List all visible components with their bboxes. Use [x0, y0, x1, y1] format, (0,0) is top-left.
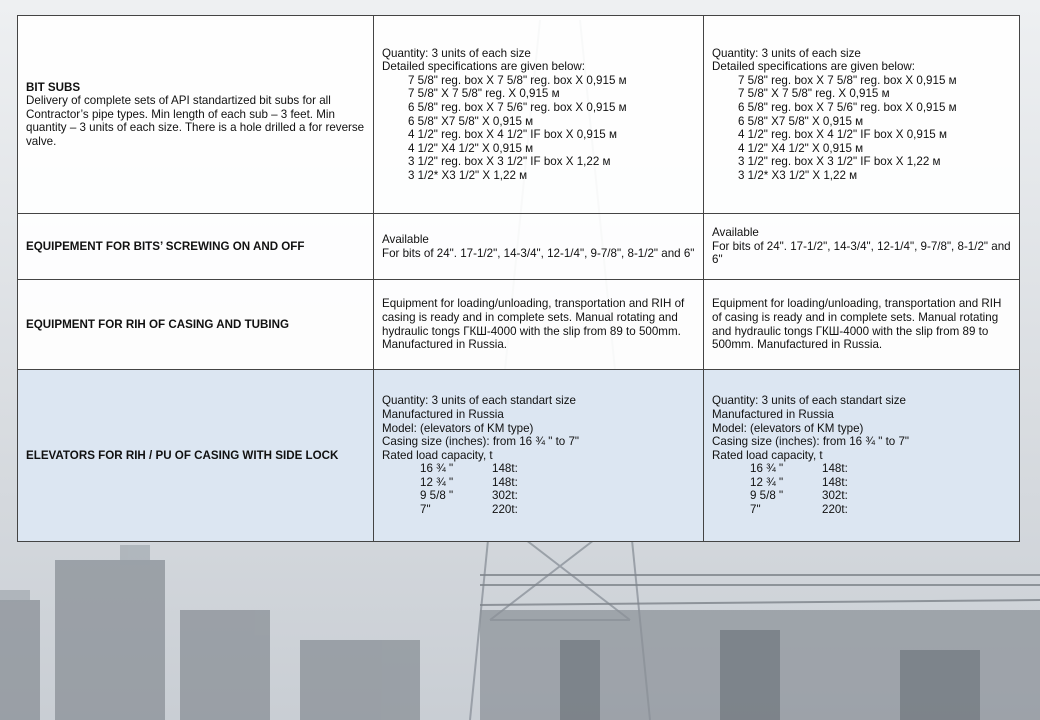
- row-label-rih-casing: EQUIPMENT FOR RIH OF CASING AND TUBING: [18, 280, 374, 370]
- row-title: BIT SUBS: [26, 80, 81, 94]
- capacity-row: [382, 503, 695, 517]
- model-text: Model: (elevators of KM type): [712, 421, 864, 435]
- quantity-text: Quantity: 3 units of each size: [382, 46, 531, 60]
- load-value: 148t:: [492, 462, 518, 476]
- load-value: 302t:: [822, 489, 848, 503]
- load-value: 148t:: [492, 475, 518, 489]
- spec-item: 6 5/8" reg. box X 7 5/6" reg. box X 0,915 м: [408, 100, 627, 114]
- casing-size: 7": [420, 503, 431, 517]
- availability-text: Available: [382, 232, 429, 246]
- bit-sizes-text: For bits of 24". 17-1/2", 14-3/4", 12-1/4", 9-7/8", 8-1/2" and 6": [382, 246, 695, 260]
- spec-item: 7 5/8" reg. box X 7 5/8" reg. box X 0,915 м: [408, 73, 627, 87]
- casing-size: 16 ¾ ": [750, 462, 784, 476]
- spec-item: 4 1/2" reg. box X 4 1/2" IF box X 0,915 м: [738, 128, 947, 142]
- table-row-rih-casing: [18, 280, 1020, 370]
- spec-item: 6 5/8" X7 5/8" X 0,915 м: [408, 114, 534, 128]
- row-label-bit-subs: [18, 16, 374, 214]
- spec-cell-col2: [374, 370, 704, 542]
- capacity-row: [382, 476, 695, 490]
- spec-intro-text: Detailed specifications are given below:: [382, 60, 586, 74]
- table-row-bits-screwing: [18, 214, 1020, 280]
- load-value: 220t:: [492, 503, 518, 517]
- load-value: 220t:: [822, 503, 848, 517]
- spec-item: 3 1/2* X3 1/2" X 1,22 м: [738, 168, 858, 182]
- spec-cell-col2: [374, 16, 704, 214]
- spec-intro-text: Detailed specifications are given below:: [712, 60, 916, 74]
- spec-item: 4 1/2" reg. box X 4 1/2" IF box X 0,915 м: [408, 128, 617, 142]
- load-value: 148t:: [822, 462, 848, 476]
- casing-size-text: Casing size (inches): from 16 ¾ " to 7": [712, 435, 910, 449]
- load-capacity-heading: Rated load capacity, t: [382, 448, 493, 462]
- load-capacity-heading: Rated load capacity, t: [712, 448, 823, 462]
- capacity-row: [712, 462, 1011, 476]
- quantity-text: Quantity: 3 units of each size: [712, 46, 861, 60]
- quantity-text: Quantity: 3 units of each standart size: [712, 394, 906, 408]
- row-label-bits-screwing: EQUIPEMENT FOR BITS’ SCREWING ON AND OFF: [18, 214, 374, 280]
- casing-size: 9 5/8 ": [750, 489, 784, 503]
- manufacturer-text: Manufactured in Russia: [712, 407, 834, 421]
- capacity-row: [712, 489, 1011, 503]
- casing-size: 16 ¾ ": [420, 462, 454, 476]
- capacity-row: [712, 476, 1011, 490]
- quantity-text: Quantity: 3 units of each standart size: [382, 394, 576, 408]
- casing-size: 7": [750, 503, 761, 517]
- load-value: 302t:: [492, 489, 518, 503]
- model-text: Model: (elevators of KM type): [382, 421, 534, 435]
- capacity-row: [382, 462, 695, 476]
- spec-cell-col2: Equipment for loading/unloading, transportation and RIH of casing is ready and in complete sets. Manual rotating and hydraulic tongs ГКШ-4000 with the slip from 89 to 500mm. Manufactured in Russia.: [374, 280, 704, 370]
- spec-cell-col3: Equipment for loading/unloading, transportation and RIH of casing is ready and in complete sets. Manual rotating and hydraulic tongs ГКШ-4000 with the slip from 89 to 500mm. Manufactured in Russia.: [704, 280, 1020, 370]
- spec-item: 7 5/8" X 7 5/8" reg. X 0,915 м: [408, 87, 560, 101]
- equipment-spec-table: [17, 15, 1020, 542]
- spec-item: 7 5/8" X 7 5/8" reg. X 0,915 м: [738, 87, 890, 101]
- row-label-elevators: ELEVATORS FOR RIH / PU OF CASING WITH SIDE LOCK: [18, 370, 374, 542]
- table-row-elevators: [18, 370, 1020, 542]
- manufacturer-text: Manufactured in Russia: [382, 407, 504, 421]
- capacity-row: [712, 503, 1011, 517]
- spec-item: 3 1/2" reg. box X 3 1/2" IF box X 1,22 м: [738, 155, 941, 169]
- spec-cell-col3: [704, 214, 1020, 280]
- load-value: 148t:: [822, 475, 848, 489]
- spec-item: 3 1/2" reg. box X 3 1/2" IF box X 1,22 м: [408, 155, 611, 169]
- bit-sizes-text: For bits of 24". 17-1/2", 14-3/4", 12-1/4", 9-7/8", 8-1/2" and 6": [712, 239, 1011, 267]
- spec-cell-col3: [704, 16, 1020, 214]
- spec-item: 4 1/2" X4 1/2" X 0,915 м: [738, 141, 864, 155]
- casing-size-text: Casing size (inches): from 16 ¾ " to 7": [382, 435, 580, 449]
- row-description: Delivery of complete sets of API standartized bit subs for all Contractor’s pipe types. Min length of each sub – 3 feet. Min quantity – 3 units of each size. There is a hole drilled a for reverse valve.: [26, 94, 365, 148]
- casing-size: 12 ¾ ": [420, 475, 454, 489]
- capacity-row: [382, 489, 695, 503]
- availability-text: Available: [712, 226, 759, 240]
- casing-size: 12 ¾ ": [750, 475, 784, 489]
- casing-size: 9 5/8 ": [420, 489, 454, 503]
- spec-item: 3 1/2* X3 1/2" X 1,22 м: [408, 168, 528, 182]
- spec-cell-col3: [704, 370, 1020, 542]
- spec-item: 4 1/2" X4 1/2" X 0,915 м: [408, 141, 534, 155]
- spec-item: 6 5/8" X7 5/8" X 0,915 м: [738, 114, 864, 128]
- spec-item: 6 5/8" reg. box X 7 5/6" reg. box X 0,915 м: [738, 100, 957, 114]
- spec-cell-col2: [374, 214, 704, 280]
- spec-item: 7 5/8" reg. box X 7 5/8" reg. box X 0,915 м: [738, 73, 957, 87]
- table-row-bit-subs: [18, 16, 1020, 214]
